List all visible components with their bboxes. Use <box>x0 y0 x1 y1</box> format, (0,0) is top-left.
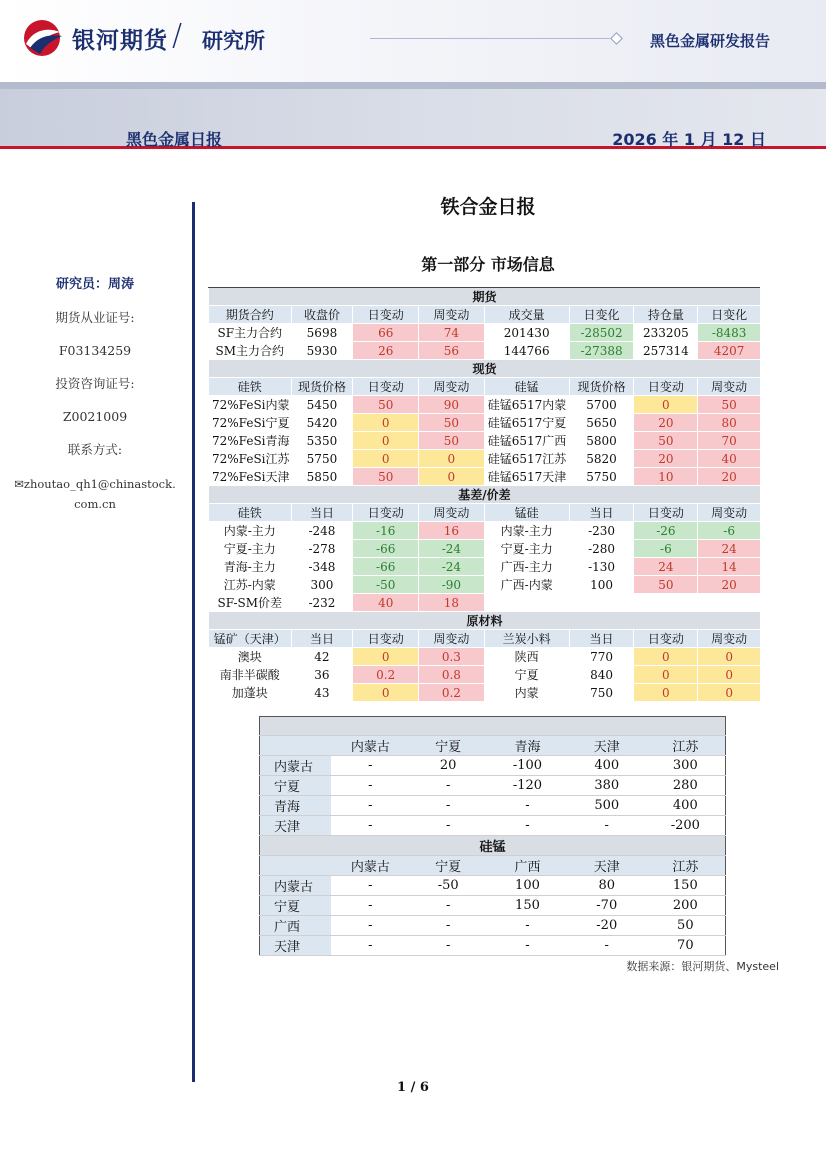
table-cell: 300 <box>646 756 726 776</box>
column-header: 日变动 <box>634 378 698 396</box>
table-cell: - <box>331 916 409 936</box>
table-cell: - <box>331 796 409 816</box>
table-cell: -8483 <box>698 324 761 342</box>
table-cell: -130 <box>569 558 634 576</box>
column-header: 日变化 <box>569 306 634 324</box>
table-cell: 0.8 <box>419 666 485 684</box>
table-cell: 内蒙-主力 <box>484 522 569 540</box>
table-cell: 20 <box>634 414 698 432</box>
table-row <box>260 876 726 896</box>
table-row <box>209 324 761 342</box>
table-cell: 20 <box>634 450 698 468</box>
column-header: 当日 <box>291 630 353 648</box>
table-cell: 100 <box>487 876 568 896</box>
table-cell: 青海 <box>260 796 332 816</box>
table-cell: -26 <box>634 522 698 540</box>
daily-name: 黑色金属日报 <box>126 130 223 149</box>
market-info-table <box>208 287 761 702</box>
top-band-row <box>260 717 726 736</box>
table-cell: 内蒙 <box>484 684 569 702</box>
column-header: 锰硅 <box>484 504 569 522</box>
table-cell: 40 <box>353 594 419 612</box>
table-cell: -28502 <box>569 324 634 342</box>
institute-name: 研究所 <box>202 29 265 53</box>
table-cell: 加蓬块 <box>209 684 292 702</box>
table-row <box>209 432 761 450</box>
column-header: 内蒙古 <box>331 736 409 756</box>
table-cell: 0 <box>353 450 419 468</box>
table-row <box>260 816 726 836</box>
table-row <box>209 342 761 360</box>
table-row <box>209 414 761 432</box>
table-cell: -100 <box>487 756 568 776</box>
table-cell: 5700 <box>569 396 634 414</box>
column-header: 现货价格 <box>569 378 634 396</box>
column-header: 兰炭小料 <box>484 630 569 648</box>
table-cell: SF主力合约 <box>209 324 292 342</box>
section-row <box>209 288 761 306</box>
column-header: 日变化 <box>698 306 761 324</box>
table-cell: 56 <box>419 342 485 360</box>
table-cell: 天津 <box>260 816 332 836</box>
column-header: 青海 <box>487 736 568 756</box>
table-cell: 内蒙古 <box>260 756 332 776</box>
table-cell: 5820 <box>569 450 634 468</box>
column-header: 周变动 <box>698 630 761 648</box>
header-row <box>209 378 761 396</box>
table-cell: 宁夏-主力 <box>209 540 292 558</box>
table-cell: -6 <box>634 540 698 558</box>
table-cell: 50 <box>419 414 485 432</box>
table-cell: 16 <box>419 522 485 540</box>
table-cell: - <box>331 936 409 956</box>
table-cell: 天津 <box>260 936 332 956</box>
column-header: 周变动 <box>698 378 761 396</box>
table-row <box>209 648 761 666</box>
mail-icon: ✉ <box>14 477 24 491</box>
table-cell: 40 <box>698 450 761 468</box>
table-row <box>209 450 761 468</box>
section-row <box>209 612 761 630</box>
table-cell: 青海-主力 <box>209 558 292 576</box>
table-cell: 14 <box>698 558 761 576</box>
table-cell: -348 <box>291 558 353 576</box>
table-cell: -20 <box>568 916 646 936</box>
table-cell: 66 <box>353 324 419 342</box>
table-cell: 18 <box>419 594 485 612</box>
table-cell: 43 <box>291 684 353 702</box>
column-header: 周变动 <box>698 504 761 522</box>
table-cell: 南非半碳酸 <box>209 666 292 684</box>
table-cell: - <box>409 796 487 816</box>
table-cell: 50 <box>646 916 726 936</box>
top-band-cell <box>260 717 726 736</box>
table-cell: - <box>487 816 568 836</box>
brand-name: 银河期货 <box>72 28 168 54</box>
table-cell: 0 <box>698 666 761 684</box>
column-header: 周变动 <box>419 504 485 522</box>
table-cell: - <box>409 896 487 916</box>
table-cell: 50 <box>698 396 761 414</box>
table-cell: -278 <box>291 540 353 558</box>
table-row <box>209 558 761 576</box>
column-header: 天津 <box>568 736 646 756</box>
table-cell: 72%FeSi内蒙 <box>209 396 292 414</box>
table-row <box>260 896 726 916</box>
column-header: 当日 <box>291 504 353 522</box>
table-cell <box>698 594 761 612</box>
column-header: 周变动 <box>419 306 485 324</box>
table-cell <box>484 594 569 612</box>
table-cell: 280 <box>646 776 726 796</box>
table-cell: 澳块 <box>209 648 292 666</box>
table-cell: 90 <box>419 396 485 414</box>
galaxy-logo-icon <box>20 18 66 58</box>
table-cell: 硅锰6517江苏 <box>484 450 569 468</box>
column-header: 内蒙古 <box>331 856 409 876</box>
table-cell: 50 <box>353 468 419 486</box>
table-cell: 5750 <box>569 468 634 486</box>
table-cell: 5650 <box>569 414 634 432</box>
table-row <box>209 684 761 702</box>
column-header: 日变动 <box>353 504 419 522</box>
table-cell: 300 <box>291 576 353 594</box>
regional-spread-table <box>259 716 726 956</box>
table-cell: 宁夏 <box>484 666 569 684</box>
email-line-1: zhoutao_qh1@chinastock. <box>23 477 176 491</box>
table-cell: -27388 <box>569 342 634 360</box>
table-cell: 24 <box>698 540 761 558</box>
table-cell: - <box>409 776 487 796</box>
table-row <box>209 468 761 486</box>
table-cell: - <box>487 936 568 956</box>
header-row <box>260 736 726 756</box>
table-cell: 内蒙古 <box>260 876 332 896</box>
column-header: 宁夏 <box>409 856 487 876</box>
column-header: 周变动 <box>419 378 485 396</box>
table-cell: 广西-主力 <box>484 558 569 576</box>
table-cell: -6 <box>698 522 761 540</box>
table-cell: 144766 <box>484 342 569 360</box>
table-row <box>260 756 726 776</box>
table-cell: -120 <box>487 776 568 796</box>
contact-email[interactable] <box>0 474 190 514</box>
table-cell: 150 <box>646 876 726 896</box>
table-cell: -280 <box>569 540 634 558</box>
table-cell: -70 <box>568 896 646 916</box>
table-cell <box>634 594 698 612</box>
table-cell: 20 <box>698 576 761 594</box>
column-header: 当日 <box>569 630 634 648</box>
brand-separator: / <box>172 18 183 53</box>
table-cell: -200 <box>646 816 726 836</box>
table-cell: 0 <box>419 450 485 468</box>
table-cell: 宁夏 <box>260 896 332 916</box>
table-cell: 72%FeSi青海 <box>209 432 292 450</box>
table-cell: 80 <box>568 876 646 896</box>
table-row <box>260 796 726 816</box>
table-cell: 5930 <box>291 342 353 360</box>
table-cell: -66 <box>353 540 419 558</box>
table-cell: -50 <box>409 876 487 896</box>
license-label: 期货从业证号: <box>55 310 135 325</box>
table-cell: 201430 <box>484 324 569 342</box>
table-cell: 0 <box>353 414 419 432</box>
table-cell: 广西 <box>260 916 332 936</box>
table-cell: 50 <box>353 396 419 414</box>
table-cell: 74 <box>419 324 485 342</box>
column-header <box>260 856 332 876</box>
column-header: 成交量 <box>484 306 569 324</box>
table-cell <box>569 594 634 612</box>
header-divider <box>370 38 610 39</box>
column-header: 广西 <box>487 856 568 876</box>
table-cell: 0.2 <box>353 666 419 684</box>
header-row <box>260 856 726 876</box>
table-cell: - <box>331 756 409 776</box>
column-header: 江苏 <box>646 736 726 756</box>
column-header: 现货价格 <box>291 378 353 396</box>
table-cell: 50 <box>634 432 698 450</box>
table-cell: -16 <box>353 522 419 540</box>
table-cell: 江苏-内蒙 <box>209 576 292 594</box>
table-cell: 50 <box>634 576 698 594</box>
column-header: 宁夏 <box>409 736 487 756</box>
table-cell: 5800 <box>569 432 634 450</box>
section-row <box>209 360 761 378</box>
table-cell: 72%FeSi江苏 <box>209 450 292 468</box>
section-header: 原材料 <box>209 612 761 630</box>
table-cell: 5850 <box>291 468 353 486</box>
table-cell: -230 <box>569 522 634 540</box>
table-cell: - <box>409 916 487 936</box>
table-cell: 5450 <box>291 396 353 414</box>
table-cell: -90 <box>419 576 485 594</box>
table-cell: 150 <box>487 896 568 916</box>
contact-label: 联系方式: <box>67 442 123 457</box>
table-cell: 233205 <box>634 324 698 342</box>
table-cell: 200 <box>646 896 726 916</box>
table-cell: 5350 <box>291 432 353 450</box>
table-cell: 硅锰6517内蒙 <box>484 396 569 414</box>
table-cell: -248 <box>291 522 353 540</box>
table-row <box>209 594 761 612</box>
table-cell: 72%FeSi天津 <box>209 468 292 486</box>
column-header: 周变动 <box>419 630 485 648</box>
table-cell: 5420 <box>291 414 353 432</box>
table-cell: 26 <box>353 342 419 360</box>
page-number: 1 / 6 <box>397 1080 429 1095</box>
table-cell: 20 <box>698 468 761 486</box>
table-cell: 5750 <box>291 450 353 468</box>
header-row <box>209 630 761 648</box>
table-cell: 内蒙-主力 <box>209 522 292 540</box>
table-cell: 840 <box>569 666 634 684</box>
table-row <box>260 936 726 956</box>
table-cell: 0 <box>698 684 761 702</box>
table-cell: 0 <box>634 684 698 702</box>
consult-number: Z0021009 <box>62 409 128 424</box>
table-cell: 0.3 <box>419 648 485 666</box>
table-cell: 硅锰6517天津 <box>484 468 569 486</box>
table-cell: 0 <box>634 396 698 414</box>
table-cell: 陕西 <box>484 648 569 666</box>
table-cell: 硅锰6517广西 <box>484 432 569 450</box>
table-row <box>260 776 726 796</box>
section-row <box>209 486 761 504</box>
table-cell: - <box>409 936 487 956</box>
table-cell: 硅锰6517宁夏 <box>484 414 569 432</box>
table-row <box>209 522 761 540</box>
table-cell: - <box>331 876 409 896</box>
table-cell: 宁夏-主力 <box>484 540 569 558</box>
table-cell: - <box>331 896 409 916</box>
table-cell: -24 <box>419 558 485 576</box>
email-line-2: com.cn <box>74 497 116 511</box>
table-cell: - <box>487 796 568 816</box>
table-row <box>209 396 761 414</box>
consult-label: 投资咨询证号: <box>55 376 135 391</box>
column-header: 当日 <box>569 504 634 522</box>
column-header: 日变动 <box>634 630 698 648</box>
table-cell: 4207 <box>698 342 761 360</box>
column-header: 硅铁 <box>209 504 292 522</box>
section-title: 第一部分 市场信息 <box>421 255 555 274</box>
section-row <box>260 836 726 856</box>
section-header: 现货 <box>209 360 761 378</box>
table-cell: 750 <box>569 684 634 702</box>
table-cell: 500 <box>568 796 646 816</box>
table-cell: - <box>409 816 487 836</box>
table-cell: 0 <box>353 684 419 702</box>
table-cell: 42 <box>291 648 353 666</box>
column-header: 持仓量 <box>634 306 698 324</box>
table-cell: SF-SM价差 <box>209 594 292 612</box>
table-cell: 36 <box>291 666 353 684</box>
column-header: 日变动 <box>353 378 419 396</box>
researcher: 研究员：周涛 <box>55 277 134 292</box>
sidebar-divider <box>192 202 195 1082</box>
column-header: 江苏 <box>646 856 726 876</box>
column-header: 锰矿（天津） <box>209 630 292 648</box>
table-cell: 100 <box>569 576 634 594</box>
column-header <box>260 736 332 756</box>
section-header: 基差/价差 <box>209 486 761 504</box>
column-header: 日变动 <box>634 504 698 522</box>
column-header: 收盘价 <box>291 306 353 324</box>
table-cell: - <box>487 916 568 936</box>
table-cell: 72%FeSi宁夏 <box>209 414 292 432</box>
data-source: 数据来源：银河期货、Mysteel <box>626 960 779 973</box>
table-cell: 0.2 <box>419 684 485 702</box>
table-cell: 70 <box>646 936 726 956</box>
table-cell: 24 <box>634 558 698 576</box>
table-cell: 70 <box>698 432 761 450</box>
column-header: 期货合约 <box>209 306 292 324</box>
table-cell: -24 <box>419 540 485 558</box>
page-title: 铁合金日报 <box>440 196 536 218</box>
table-row <box>209 540 761 558</box>
column-header: 日变动 <box>353 630 419 648</box>
table-cell: 380 <box>568 776 646 796</box>
column-header: 硅铁 <box>209 378 292 396</box>
table-cell: 257314 <box>634 342 698 360</box>
section-header: 硅锰 <box>260 836 726 856</box>
header-row <box>209 306 761 324</box>
table-row <box>209 666 761 684</box>
table-cell: - <box>331 816 409 836</box>
table-cell: 50 <box>419 432 485 450</box>
sidebar <box>0 276 190 514</box>
header-stripe <box>0 82 826 89</box>
column-header: 天津 <box>568 856 646 876</box>
table-cell: 20 <box>409 756 487 776</box>
table-cell: 广西-内蒙 <box>484 576 569 594</box>
table-cell: 400 <box>568 756 646 776</box>
table-cell: -50 <box>353 576 419 594</box>
table-cell: - <box>331 776 409 796</box>
table-cell: 宁夏 <box>260 776 332 796</box>
table-cell: 0 <box>353 648 419 666</box>
column-header: 硅锰 <box>484 378 569 396</box>
report-date: 2026 年 1 月 12 日 <box>612 130 766 149</box>
table-cell: 80 <box>698 414 761 432</box>
table-cell: SM主力合约 <box>209 342 292 360</box>
table-cell: - <box>568 816 646 836</box>
report-type: 黑色金属研发报告 <box>649 32 770 50</box>
table-cell: 770 <box>569 648 634 666</box>
table-row <box>260 916 726 936</box>
license-number: F03134259 <box>58 343 132 358</box>
column-header: 日变动 <box>353 306 419 324</box>
report-header <box>0 0 826 150</box>
table-cell: 5698 <box>291 324 353 342</box>
table-cell: - <box>568 936 646 956</box>
header-row <box>209 504 761 522</box>
table-cell: -66 <box>353 558 419 576</box>
table-row <box>209 576 761 594</box>
table-cell: 10 <box>634 468 698 486</box>
table-cell: 400 <box>646 796 726 816</box>
table-cell: 0 <box>634 666 698 684</box>
table-cell: 0 <box>698 648 761 666</box>
table-cell: 0 <box>419 468 485 486</box>
table-cell: -232 <box>291 594 353 612</box>
table-cell: 0 <box>353 432 419 450</box>
table-cell: 0 <box>634 648 698 666</box>
section-header: 期货 <box>209 288 761 306</box>
